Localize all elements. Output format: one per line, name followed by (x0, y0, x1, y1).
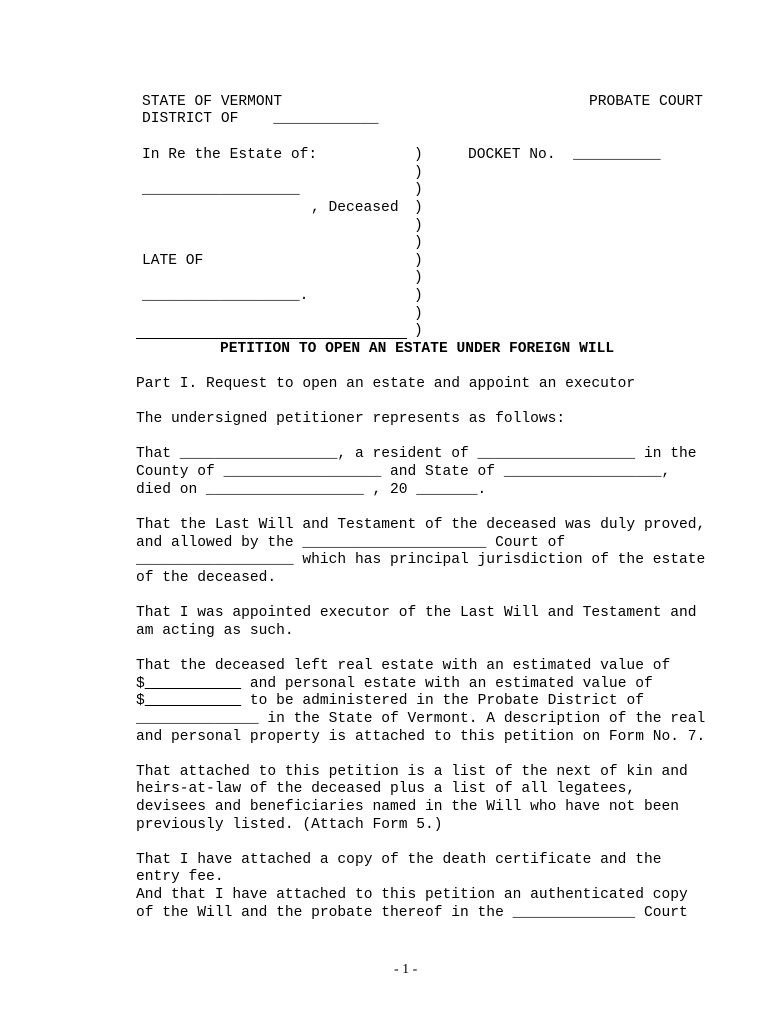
late-of-blank: __________________. (142, 288, 309, 304)
caption-paren: ) (414, 165, 423, 181)
caption-rule (136, 338, 407, 339)
kin-line-2: heirs-at-law of the deceased plus a list of all legatees, (136, 781, 636, 797)
district-line: DISTRICT OF ____________ (142, 111, 379, 127)
caption-paren: ) (414, 288, 423, 304)
court-heading: PROBATE COURT (589, 94, 703, 110)
attach-line-3: And that I have attached to this petition an authenticated copy (136, 887, 688, 903)
executor-line-2: am acting as such. (136, 623, 294, 639)
caption-paren: ) (414, 270, 423, 286)
deceased-label: , Deceased (311, 200, 399, 216)
residence-line-2: County of __________________ and State of __________________, (136, 464, 671, 480)
caption-paren: ) (414, 147, 423, 163)
will-line-3: __________________ which has principal jurisdiction of the estate (136, 552, 706, 568)
page-number: - 1 - (394, 962, 418, 977)
dollar-sign: $ (136, 693, 145, 709)
kin-line-1: That attached to this petition is a list of the next of kin and (136, 764, 688, 780)
caption-paren: ) (414, 323, 423, 339)
petition-title: PETITION TO OPEN AN ESTATE UNDER FOREIGN WILL (220, 341, 615, 357)
estate-line-3 (136, 693, 644, 710)
attach-line-1: That I have attached a copy of the death certificate and the (136, 852, 662, 868)
in-re-label: In Re the Estate of: (142, 147, 318, 163)
state-heading: STATE OF VERMONT (142, 94, 283, 110)
will-line-1: That the Last Will and Testament of the deceased was duly proved, (136, 517, 706, 533)
late-of-label: LATE OF (142, 253, 204, 269)
caption-paren: ) (414, 235, 423, 251)
estate-line-1: That the deceased left real estate with an estimated value of (136, 658, 671, 674)
residence-line-3: died on __________________ , 20 _______. (136, 482, 487, 498)
will-line-2: and allowed by the _____________________ Court of (136, 535, 566, 551)
real-estate-amount-blank (145, 676, 241, 692)
caption-paren: ) (414, 306, 423, 322)
intro-line: The undersigned petitioner represents as follows: (136, 411, 566, 427)
dollar-sign: $ (136, 676, 145, 692)
will-line-4: of the deceased. (136, 570, 277, 586)
caption-paren: ) (414, 253, 423, 269)
estate-line-4: ______________ in the State of Vermont. A description of the real (136, 711, 706, 727)
caption-paren: ) (414, 200, 423, 216)
residence-line-1: That __________________, a resident of __________________ in the (136, 446, 697, 462)
attach-line-4: of the Will and the probate thereof in the ______________ Court (136, 905, 688, 921)
kin-line-3: devisees and beneficiaries named in the Will who have not been (136, 799, 679, 815)
docket-field: DOCKET No. __________ (468, 147, 661, 163)
estate-line-2-text: and personal estate with an estimated value of (241, 676, 653, 692)
caption-paren: ) (414, 182, 423, 198)
attach-line-2: entry fee. (136, 869, 224, 885)
part-1-heading: Part I. Request to open an estate and appoint an executor (136, 376, 636, 392)
caption-paren: ) (414, 218, 423, 234)
personal-estate-amount-blank (145, 693, 241, 709)
kin-line-4: previously listed. (Attach Form 5.) (136, 817, 443, 833)
estate-line-3-text: to be administered in the Probate District of (241, 693, 644, 709)
estate-line-5: and personal property is attached to this petition on Form No. 7. (136, 729, 706, 745)
executor-line-1: That I was appointed executor of the Last Will and Testament and (136, 605, 697, 621)
decedent-name-blank: __________________ (142, 182, 300, 198)
estate-line-2 (136, 676, 653, 693)
